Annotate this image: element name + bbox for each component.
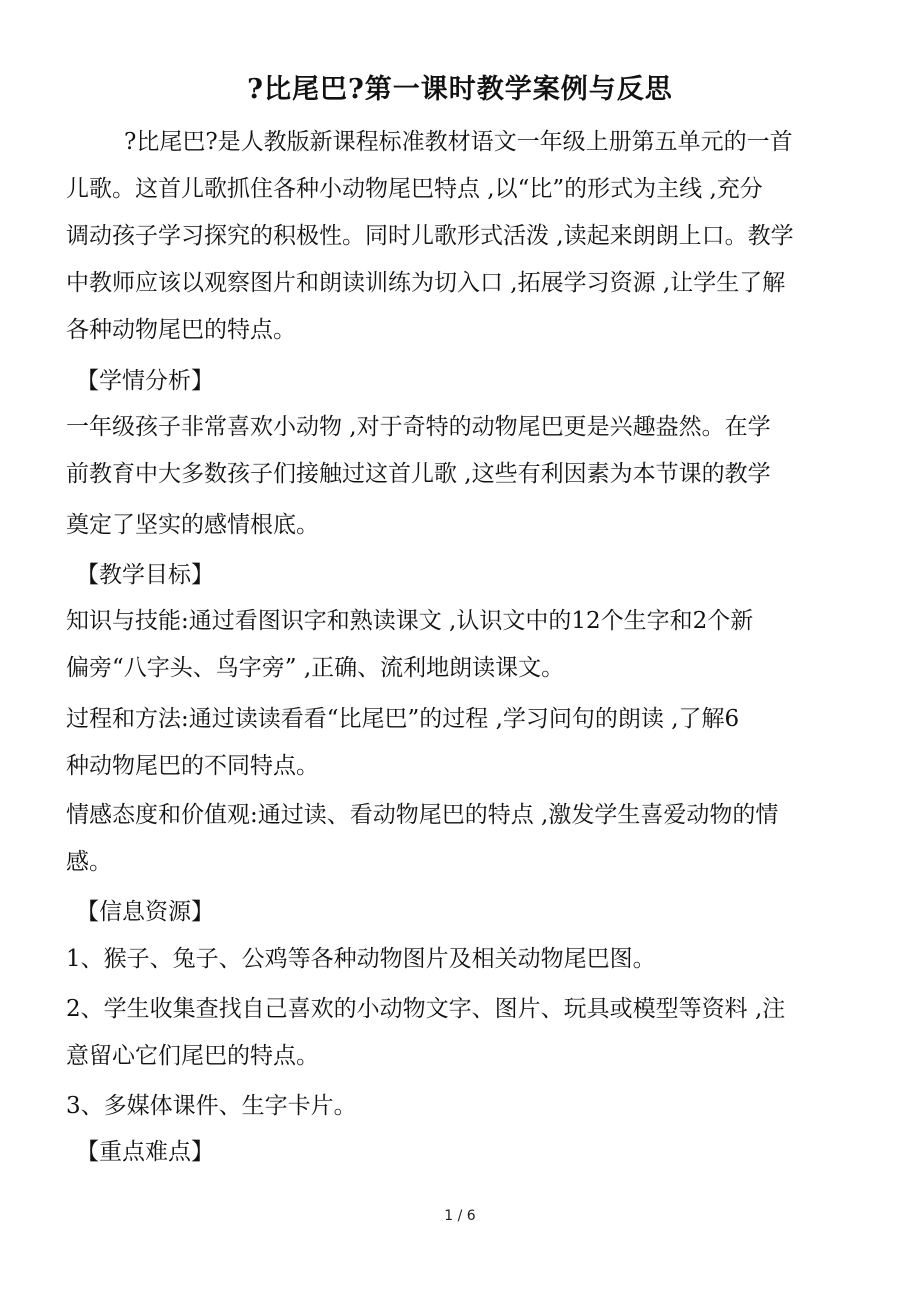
section-heading-learning-analysis: 【学情分析】 [76, 368, 214, 394]
section-heading-teaching-objectives: 【教学目标】 [76, 562, 214, 588]
intro-line: 各种动物尾巴的特点。 [66, 317, 296, 343]
paragraph-line: 种动物尾巴的不同特点。 [66, 753, 319, 779]
paragraph-line: 情感态度和价值观:通过读、看动物尾巴的特点 ,激发学生喜爱动物的情 [66, 802, 779, 828]
list-item: 1、猴子、兔子、公鸡等各种动物图片及相关动物尾巴图。 [66, 946, 656, 972]
section-heading-information-resources: 【信息资源】 [76, 899, 214, 925]
paragraph-line: 前教育中大多数孩子们接触过这首儿歌 ,这些有利因素为本节课的教学 [66, 461, 771, 487]
intro-line: 儿歌。这首儿歌抓住各种小动物尾巴特点 ,以“比”的形式为主线 ,充分 [66, 176, 763, 202]
page-number: 1 / 6 [444, 1208, 476, 1224]
document-title: ?比尾巴?第一课时教学案例与反思 [247, 74, 673, 105]
paragraph-line: 偏旁“八字头、鸟字旁” ,正确、流利地朗读课文。 [66, 655, 565, 681]
paragraph-line: 意留心它们尾巴的特点。 [66, 1043, 319, 1069]
list-item: 2、学生收集查找自己喜欢的小动物文字、图片、玩具或模型等资料 ,注 [66, 996, 786, 1022]
intro-line: ?比尾巴?是人教版新课程标准教材语文一年级上册第五单元的一首 [124, 129, 793, 155]
list-item: 3、多媒体课件、生字卡片。 [66, 1093, 357, 1119]
paragraph-line: 知识与技能:通过看图识字和熟读课文 ,认识文中的12个生字和2个新 [66, 608, 754, 634]
paragraph-line: 感。 [66, 849, 112, 875]
paragraph-line: 奠定了坚实的感情根底。 [66, 512, 319, 538]
intro-line: 中教师应该以观察图片和朗读训练为切入口 ,拓展学习资源 ,让学生了解 [66, 270, 786, 296]
intro-line: 调动孩子学习探究的积极性。同时儿歌形式活泼 ,读起来朗朗上口。教学 [66, 223, 794, 249]
section-heading-key-difficulties: 【重点难点】 [76, 1139, 214, 1165]
paragraph-line: 过程和方法:通过读读看看“比尾巴”的过程 ,学习问句的朗读 ,了解6 [66, 706, 740, 732]
paragraph-line: 一年级孩子非常喜欢小动物 ,对于奇特的动物尾巴更是兴趣盎然。在学 [66, 414, 771, 440]
